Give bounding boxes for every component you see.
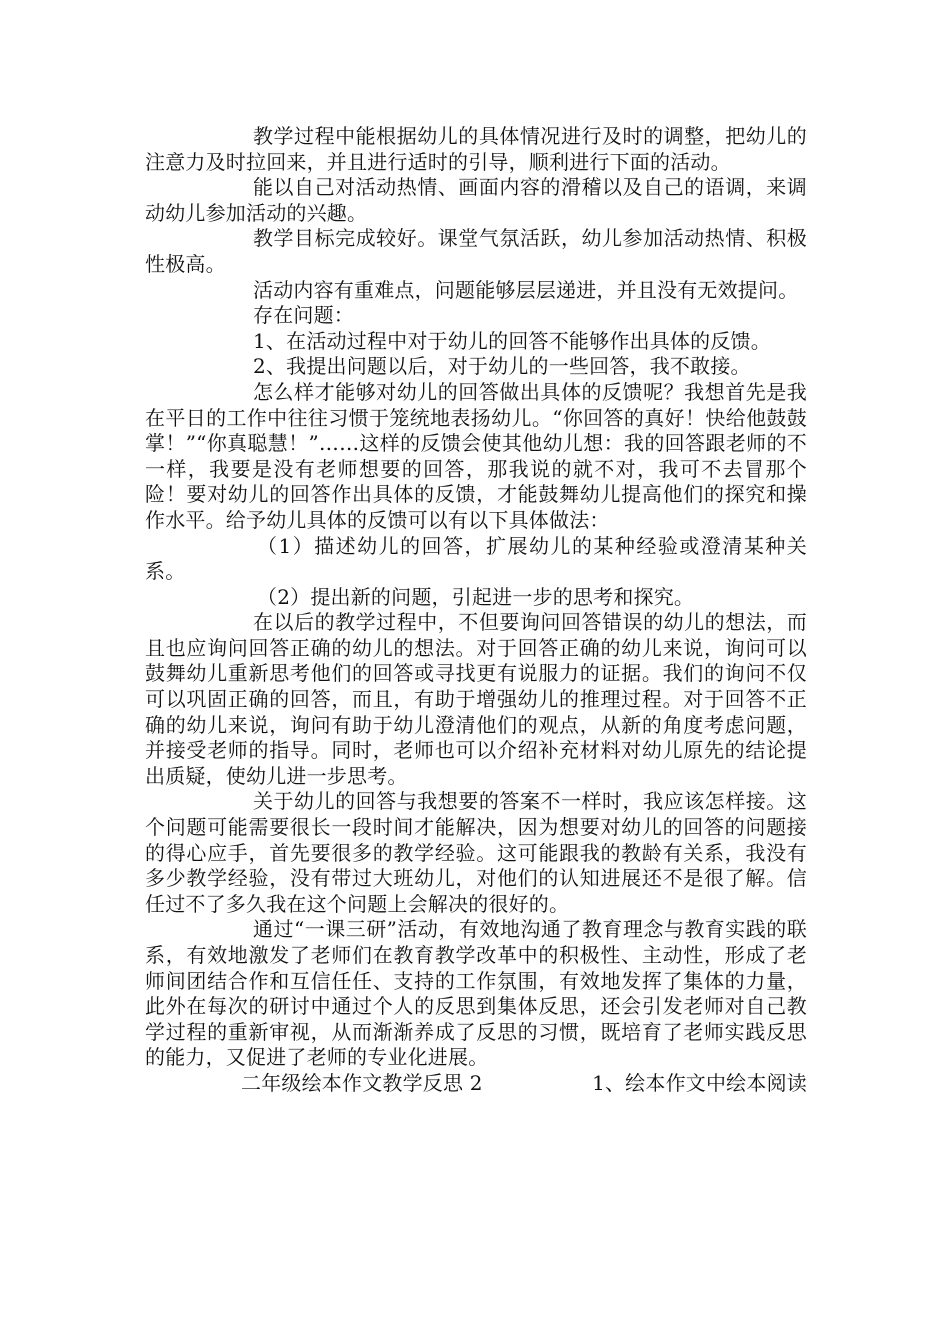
paragraph-content: 活动内容有重难点，问题能够层层递进，并且没有无效提问。 (253, 277, 799, 302)
document-body (145, 124, 807, 1097)
problems-heading: 存在问题： (253, 303, 354, 328)
problem-item-2: 2、我提出问题以后，对于幼儿的一些回答，我不敢接。 (253, 354, 751, 379)
section-heading: 二年级绘本作文教学反思 2 (241, 1070, 483, 1095)
section-first-item: 1、绘本作文中绘本阅读 (592, 1070, 807, 1095)
method-item-2: （2）提出新的问题，引起进一步的思考和探究。 (257, 584, 695, 609)
problem-item-1: 1、在活动过程中对于幼儿的回答不能够作出具体的反馈。 (253, 328, 771, 353)
paragraph-experience: 关于幼儿的回答与我想要的答案不一样时，我应该怎样接。这个问题可能需要很长一段时间才能解决，因为想要对幼儿的回答的问题接的得心应手，首先要很多的教学经验。这可能跟我的教龄有关系，我没有多少教学经验，没有带过大班幼儿，对他们的认知进展还不是很了解。信任过不了多久我在这个问题上会解决的很好的。 (145, 789, 807, 916)
paragraph-research: 通过“一课三研”活动，有效地沟通了教育理念与教育实践的联系，有效地激发了老师们在教育教学改革中的积极性、主动性，形成了老师间团结合作和互信任任、支持的工作氛围，有效地发挥了集体的力量，此外在每次的研讨中通过个人的反思到集体反思，还会引发老师对自己教学过程的重新审视，从而渐渐养成了反思的习惯，既培育了老师实践反思的能力，又促进了老师的专业化进展。 (145, 917, 807, 1070)
paragraph-inquiry: 在以后的教学过程中，不但要询问回答错误的幼儿的想法，而且也应询问回答正确的幼儿的想法。对于回答正确的幼儿来说，询问可以鼓舞幼儿重新思考他们的回答或寻找更有说服力的证据。我们的询问不仅可以巩固正确的回答，而且，有助于增强幼儿的推理过程。对于回答不正确的幼儿来说，询问有助于幼儿澄清他们的观点，从新的角度考虑问题，并接受老师的指导。同时，老师也可以介绍补充材料对幼儿原先的结论提出质疑，使幼儿进一步思考。 (145, 610, 807, 788)
paragraph-adjustment: 教学过程中能根据幼儿的具体情况进行及时的调整，把幼儿的注意力及时拉回来，并且进行适时的引导，顺利进行下面的活动。 (145, 124, 807, 174)
paragraph-interest: 能以自己对活动热情、画面内容的滑稽以及自己的语调，来调动幼儿参加活动的兴趣。 (145, 175, 807, 225)
next-section-line (145, 1071, 807, 1097)
paragraph-feedback: 怎么样才能够对幼儿的回答做出具体的反馈呢？我想首先是我在平日的工作中往往习惯于笼统地表扬幼儿。“你回答的真好！快给他鼓鼓掌！”“你真聪慧！”……这样的反馈会使其他幼儿想：我的回答跟老师的不一样，我要是没有老师想要的回答，那我说的就不对，我可不去冒那个险！要对幼儿的回答作出具体的反馈，才能鼓舞幼儿提高他们的探究和操作水平。给予幼儿具体的反馈可以有以下具体做法： (145, 379, 807, 532)
method-item-1: （1）描述幼儿的回答，扩展幼儿的某种经验或澄清某种关系。 (145, 533, 807, 584)
paragraph-goals: 教学目标完成较好。课堂气氛活跃，幼儿参加活动热情、积极性极高。 (145, 226, 807, 276)
